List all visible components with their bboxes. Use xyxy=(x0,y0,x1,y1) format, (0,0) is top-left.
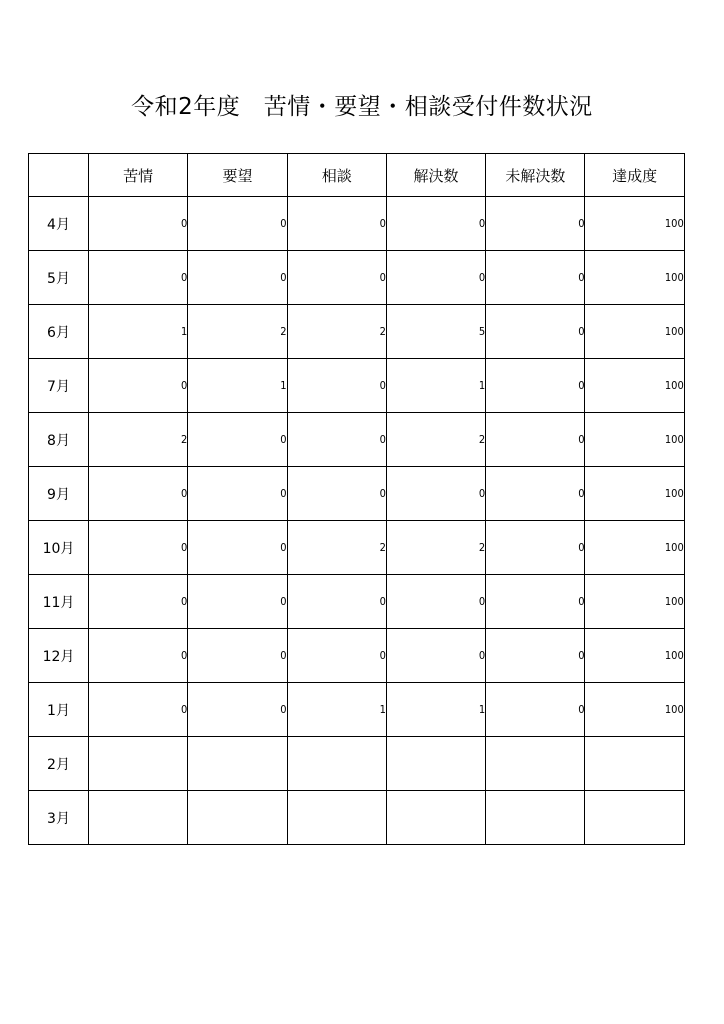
achievement-cell: 100 xyxy=(585,683,684,737)
requests-cell: 0 xyxy=(188,629,287,683)
complaint-status-table xyxy=(28,153,685,845)
month-cell: 2月 xyxy=(29,737,89,791)
complaints-cell: 0 xyxy=(89,521,188,575)
resolved-cell: 0 xyxy=(386,575,485,629)
table-row xyxy=(29,251,685,305)
consultations-cell: 0 xyxy=(287,413,386,467)
unresolved-cell: 0 xyxy=(486,629,585,683)
unresolved-cell: 0 xyxy=(486,413,585,467)
requests-cell: 1 xyxy=(188,359,287,413)
header-corner xyxy=(29,154,89,197)
resolved-cell: 1 xyxy=(386,683,485,737)
consultations-cell: 0 xyxy=(287,467,386,521)
achievement-cell xyxy=(585,737,684,791)
unresolved-cell: 0 xyxy=(486,521,585,575)
month-cell: 6月 xyxy=(29,305,89,359)
achievement-cell: 100 xyxy=(585,521,684,575)
table-row xyxy=(29,413,685,467)
achievement-cell: 100 xyxy=(585,467,684,521)
complaints-cell: 0 xyxy=(89,359,188,413)
consultations-cell xyxy=(287,737,386,791)
consultations-cell xyxy=(287,791,386,845)
month-cell: 10月 xyxy=(29,521,89,575)
month-cell: 1月 xyxy=(29,683,89,737)
consultations-cell: 2 xyxy=(287,305,386,359)
unresolved-cell: 0 xyxy=(486,197,585,251)
header-consultations: 相談 xyxy=(287,154,386,197)
requests-cell: 0 xyxy=(188,467,287,521)
table-row xyxy=(29,737,685,791)
unresolved-cell: 0 xyxy=(486,305,585,359)
table-header-row xyxy=(29,154,685,197)
achievement-cell xyxy=(585,791,684,845)
resolved-cell: 0 xyxy=(386,629,485,683)
unresolved-cell xyxy=(486,791,585,845)
consultations-cell: 2 xyxy=(287,521,386,575)
resolved-cell: 0 xyxy=(386,467,485,521)
consultations-cell: 0 xyxy=(287,251,386,305)
table-row xyxy=(29,467,685,521)
table-row xyxy=(29,305,685,359)
requests-cell: 0 xyxy=(188,251,287,305)
table-row xyxy=(29,629,685,683)
resolved-cell xyxy=(386,791,485,845)
complaints-cell: 0 xyxy=(89,467,188,521)
achievement-cell: 100 xyxy=(585,305,684,359)
table-row xyxy=(29,683,685,737)
complaints-cell: 0 xyxy=(89,575,188,629)
table-row xyxy=(29,521,685,575)
table-row xyxy=(29,359,685,413)
achievement-cell: 100 xyxy=(585,413,684,467)
consultations-cell: 0 xyxy=(287,575,386,629)
achievement-cell: 100 xyxy=(585,629,684,683)
requests-cell: 0 xyxy=(188,413,287,467)
resolved-cell: 5 xyxy=(386,305,485,359)
month-cell: 8月 xyxy=(29,413,89,467)
resolved-cell: 2 xyxy=(386,413,485,467)
complaints-cell: 0 xyxy=(89,251,188,305)
achievement-cell: 100 xyxy=(585,251,684,305)
header-requests: 要望 xyxy=(188,154,287,197)
month-cell: 4月 xyxy=(29,197,89,251)
achievement-cell: 100 xyxy=(585,197,684,251)
month-cell: 3月 xyxy=(29,791,89,845)
requests-cell: 0 xyxy=(188,575,287,629)
consultations-cell: 0 xyxy=(287,629,386,683)
achievement-cell: 100 xyxy=(585,359,684,413)
unresolved-cell: 0 xyxy=(486,575,585,629)
resolved-cell xyxy=(386,737,485,791)
complaints-cell: 0 xyxy=(89,197,188,251)
complaints-cell xyxy=(89,791,188,845)
complaints-cell: 0 xyxy=(89,683,188,737)
month-cell: 12月 xyxy=(29,629,89,683)
complaints-cell xyxy=(89,737,188,791)
requests-cell: 2 xyxy=(188,305,287,359)
month-cell: 9月 xyxy=(29,467,89,521)
header-complaints: 苦情 xyxy=(89,154,188,197)
consultations-cell: 0 xyxy=(287,359,386,413)
requests-cell: 0 xyxy=(188,521,287,575)
requests-cell xyxy=(188,791,287,845)
month-cell: 11月 xyxy=(29,575,89,629)
unresolved-cell: 0 xyxy=(486,683,585,737)
unresolved-cell: 0 xyxy=(486,251,585,305)
header-achievement: 達成度 xyxy=(585,154,684,197)
unresolved-cell: 0 xyxy=(486,467,585,521)
month-cell: 5月 xyxy=(29,251,89,305)
requests-cell: 0 xyxy=(188,683,287,737)
resolved-cell: 0 xyxy=(386,197,485,251)
achievement-cell: 100 xyxy=(585,575,684,629)
complaints-cell: 2 xyxy=(89,413,188,467)
page-title: 令和2年度 苦情・要望・相談受付件数状況 xyxy=(131,94,593,120)
table-row xyxy=(29,791,685,845)
header-resolved: 解決数 xyxy=(386,154,485,197)
table-row xyxy=(29,197,685,251)
month-cell: 7月 xyxy=(29,359,89,413)
resolved-cell: 0 xyxy=(386,251,485,305)
requests-cell: 0 xyxy=(188,197,287,251)
complaints-cell: 0 xyxy=(89,629,188,683)
resolved-cell: 1 xyxy=(386,359,485,413)
header-unresolved: 未解決数 xyxy=(486,154,585,197)
consultations-cell: 0 xyxy=(287,197,386,251)
unresolved-cell: 0 xyxy=(486,359,585,413)
table-row xyxy=(29,575,685,629)
complaints-cell: 1 xyxy=(89,305,188,359)
unresolved-cell xyxy=(486,737,585,791)
consultations-cell: 1 xyxy=(287,683,386,737)
requests-cell xyxy=(188,737,287,791)
resolved-cell: 2 xyxy=(386,521,485,575)
